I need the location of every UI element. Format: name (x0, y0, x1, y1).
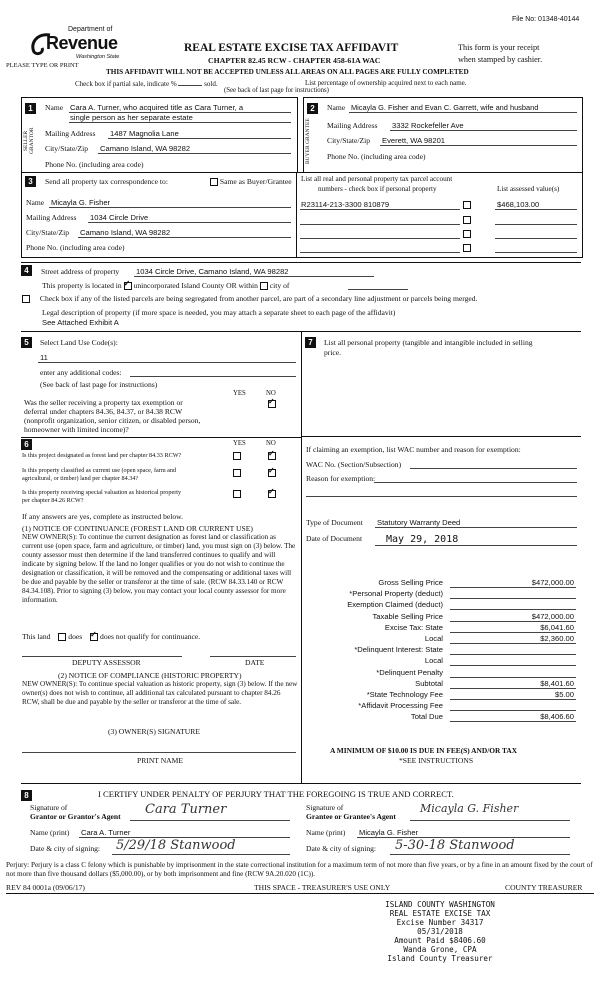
logo-dept: Department of (68, 26, 113, 33)
amount-label: *Personal Property (deduct) (349, 589, 443, 599)
form-title: REAL ESTATE EXCISE TAX AFFIDAVIT (184, 42, 399, 54)
historic-no-checkbox[interactable] (268, 490, 276, 498)
buyer-mailing: 3332 Rockefeller Ave (392, 121, 464, 130)
doc-type-label: Type of Document (306, 518, 363, 527)
stamp-line: Wanda Grone, CPA (403, 945, 477, 954)
partial-sale-sold: sold. (204, 80, 218, 88)
amount-line (450, 632, 576, 633)
notice2-title: (2) NOTICE OF COMPLIANCE (HISTORIC PROPERTY) (58, 671, 242, 680)
amount-line (450, 643, 576, 644)
legal-description-label: Legal description of property (if more space is needed, you may attach a separate sheet to each page of the affidavit) (42, 308, 396, 317)
personal-property-checkbox-3[interactable] (463, 230, 471, 238)
section-6-number: 6 (21, 439, 32, 450)
street-label: Street address of property (41, 267, 120, 276)
amount-line (450, 677, 576, 678)
buyer-city-label: City/State/Zip (327, 136, 371, 145)
section-1-number: 1 (25, 103, 36, 114)
s5-no-header: NO (266, 390, 276, 397)
deputy-assessor-label: DEPUTY ASSESSOR (72, 658, 141, 667)
parcel-header-2: numbers - check box if personal property (318, 185, 437, 193)
street-address: 1034 Circle Drive, Camano Island, WA 98282 (136, 267, 289, 276)
amount-value: $6,041.60 (540, 622, 574, 632)
exemption-no-checkbox[interactable] (268, 400, 276, 408)
additional-codes-label: enter any additional codes: (40, 368, 122, 377)
amount-value: $2,360.00 (540, 634, 574, 643)
logo-name: Revenue (46, 33, 118, 53)
amount-line (450, 710, 576, 711)
buyer-city: Everett, WA 98201 (382, 136, 446, 145)
located-row (42, 281, 289, 290)
amount-line (450, 654, 576, 655)
land-use-see-back: (See back of last page for instructions) (40, 380, 158, 389)
amount-label: Taxable Selling Price (372, 611, 443, 621)
stamp-line: REAL ESTATE EXCISE TAX (389, 909, 491, 918)
partial-sale-note: List percentage of ownership acquired next to each name. (305, 79, 467, 87)
tax-phone-label: Phone No. (including area code) (26, 243, 125, 252)
amount-line (450, 665, 576, 666)
exemption-q-4: homeowner with limited income)? (24, 425, 129, 434)
amount-value: $472,000.00 (531, 578, 574, 587)
personal-property-checkbox-2[interactable] (463, 216, 471, 224)
form-chapter: CHAPTER 82.45 RCW - CHAPTER 458-61A WAC (208, 56, 381, 65)
grantee-name-label: Name (print) (306, 828, 346, 837)
parcel-number: R23114-213-3300 810879 (301, 200, 390, 209)
personal-property-label-1: List all personal property (tangible and intangible included in selling (324, 338, 533, 347)
seller-mailing: 1487 Magnolia Lane (110, 129, 179, 138)
please-type: PLEASE TYPE OR PRINT (6, 62, 79, 69)
land-use-label: Select Land Use Code(s): (40, 338, 118, 347)
grantor-date: 5/29/18 Stanwood (116, 838, 236, 853)
parcel-header-1: List all real and personal property tax parcel account (301, 175, 453, 183)
amount-label: Excise Tax: State (384, 622, 443, 632)
segregated-row (22, 294, 478, 303)
section-7-number: 7 (305, 337, 316, 348)
seller-mailing-label: Mailing Address (45, 129, 96, 138)
grantor-sig-of: Signature of (30, 803, 68, 812)
section-8-number: 8 (21, 790, 32, 801)
grantor-signature: Cara Turner (145, 802, 227, 817)
s6-no-header: NO (266, 440, 276, 447)
located-label: This property is located in (42, 281, 122, 290)
amount-value: $472,000.00 (531, 611, 574, 621)
see-instructions-note: *SEE INSTRUCTIONS (399, 756, 474, 765)
seller-name-label: Name (45, 103, 64, 112)
exemption-q-1: Was the seller receiving a property tax exemption or (24, 398, 183, 407)
tax-mailing: 1034 Circle Drive (90, 213, 149, 222)
seller-phone-label: Phone No. (including area code) (45, 160, 144, 169)
section-2-number: 2 (307, 103, 318, 114)
does-qualify-checkbox[interactable] (58, 633, 66, 641)
amount-label: Exemption Claimed (deduct) (347, 600, 443, 610)
unincorporated-checkbox[interactable] (124, 282, 132, 290)
same-as-buyer-checkbox[interactable] (210, 178, 218, 186)
tax-mailing-label: Mailing Address (26, 213, 77, 222)
grantee-date: 5-30-18 Stanwood (395, 838, 515, 853)
same-as-buyer-row (210, 177, 292, 186)
personal-property-label-2: price. (324, 348, 342, 357)
s5-yes-header: YES (233, 390, 246, 397)
amount-label: Gross Selling Price (378, 578, 443, 587)
personal-property-checkbox-4[interactable] (463, 244, 471, 252)
amount-line (450, 699, 576, 700)
notice1-title: (1) NOTICE OF CONTINUANCE (FOREST LAND OR CURRENT USE) (22, 524, 253, 533)
amount-label: *Delinquent Interest: State (354, 645, 443, 655)
grantor-name-label: Name (print) (30, 828, 70, 837)
rev-number: REV 84 0001a (09/06/17) (6, 883, 85, 892)
does-not-label: does not qualify for continuance. (100, 632, 201, 641)
grantee-sig-of: Signature of (306, 803, 344, 812)
section-4-number: 4 (21, 265, 32, 276)
owner-signature-label: (3) OWNER(S) SIGNATURE (108, 727, 200, 736)
buyer-phone-label: Phone No. (including area code) (327, 152, 426, 161)
amount-line (450, 621, 576, 622)
amount-line (450, 688, 576, 689)
perjury-note: Perjury: Perjury is a class C felony which is punishable by imprisonment in the state correctional institution for a maximum term of not more than five years, or by a fine in an amount fixed by the court of not more than five thousand dollars ($5,000.00), or by both imprisonment and fine (RCW 9A.20.020 (1C)). (6, 861, 593, 878)
logo-state: Washington State (76, 54, 120, 60)
amount-line (450, 587, 576, 588)
amount-line (450, 609, 576, 610)
seller-city-label: City/State/Zip (45, 144, 89, 153)
amount-label: Local (424, 634, 443, 643)
forest-yes-checkbox[interactable] (233, 452, 241, 460)
grantee-signature: Micayla G. Fisher (420, 802, 519, 815)
notice1-body: NEW OWNER(S): To continue the current designation as forest land or classification as current use (open space, farm and agriculture, or timber) land, you must sign on (3) below. The county assessor must then determine if the land transferred continues to qualify and will indicate by signing below. If the land no longer qualifies or you do not wish to continue the designation or classification, it will be removed and the compensating or additional taxes will be due and payable by the seller or transferor at the time of sale. (RCW 84.33.140 or RCW 84.34.108). Prior to signing (3) below, you may contact your local county assessor for more information. (22, 533, 296, 604)
claim-exemption-label: If claiming an exemption, list WAC number and reason for exemption: (306, 445, 521, 454)
reason-label: Reason for exemption: (306, 474, 376, 483)
land-use-code: 11 (40, 353, 48, 362)
see-back-note: (See back of last page for instructions) (224, 87, 329, 94)
deputy-date-label: DATE (245, 658, 265, 667)
treasurer-stamp (340, 900, 540, 963)
current-use-q-2: agricultural, or timber) land per chapter 84.34? (22, 475, 139, 482)
if-yes-note: If any answers are yes, complete as instructed below. (22, 512, 184, 521)
segregated-checkbox[interactable] (22, 295, 30, 303)
city-of-label: city of (269, 281, 290, 290)
amount-label: *State Technology Fee (366, 690, 443, 699)
buyer-grantee-label: BUYER GRANTEE (305, 118, 311, 164)
assessed-value: $468,103.00 (497, 200, 540, 209)
current-use-q-1: Is this property classified as current use (open space, farm and (22, 467, 177, 474)
grantor-name: Cara A. Turner (81, 828, 131, 837)
stamp-line: Excise Number 34317 (396, 918, 484, 927)
segregated-label: Check box if any of the listed parcels are being segregated from another parcel, are part of a secondary line adjustment or parcels being merged. (39, 294, 478, 303)
city-checkbox[interactable] (260, 282, 268, 290)
amount-label: *Delinquent Penalty (376, 667, 443, 677)
county-treasurer-label: COUNTY TREASURER (505, 883, 583, 892)
does-not-qualify-checkbox[interactable] (90, 633, 98, 641)
print-name-label: PRINT NAME (137, 756, 184, 765)
certify-statement: I CERTIFY UNDER PENALTY OF PERJURY THAT THE FOREGOING IS TRUE AND CORRECT. (98, 789, 454, 799)
doc-type: Statutory Warranty Deed (377, 518, 461, 527)
partial-sale-label: Check box if partial sale, indicate % (75, 80, 177, 88)
stamp-line: Amount Paid $8406.60 (394, 936, 486, 945)
stamp-line: ISLAND COUNTY WASHINGTON (385, 900, 495, 909)
doc-date-label: Date of Document (306, 534, 363, 543)
amount-line (450, 598, 576, 599)
amount-value: $8,406.60 (540, 712, 574, 722)
tax-corr-label: Send all property tax correspondence to: (45, 177, 168, 186)
wac-label: WAC No. (Section/Subsection) (306, 460, 402, 469)
amount-label: Subtotal (415, 678, 443, 688)
tax-city: Camano Island, WA 98282 (80, 228, 171, 237)
grantee-name: Micayla G. Fisher (359, 828, 419, 837)
section-3-number: 3 (25, 176, 36, 187)
amount-value: $5.00 (554, 690, 574, 699)
partial-sale-row (75, 79, 218, 88)
grantee-agent-label: Grantee or Grantee's Agent (306, 812, 396, 821)
doc-date: May 29, 2018 (386, 534, 459, 545)
buyer-mailing-label: Mailing Address (327, 121, 378, 130)
tax-name-label: Name (26, 198, 45, 207)
legal-description: See Attached Exhibit A (42, 318, 119, 327)
amount-label: *Affidavit Processing Fee (358, 701, 443, 711)
tax-city-label: City/State/Zip (26, 228, 70, 237)
exemption-q-3: (nonprofit organization, senior citizen, or disabled person, (24, 416, 201, 425)
this-land-label: This land (22, 632, 51, 641)
receipt-note-1: This form is your receipt (458, 43, 540, 52)
file-number: File No: 01348-40144 (512, 16, 580, 23)
amount-label: Total Due (410, 712, 443, 722)
seller-grantor-label: SELLER GRANTOR (23, 127, 35, 155)
grantor-agent-label: Grantor or Grantor's Agent (30, 812, 121, 821)
forest-land-q: Is this project designated as forest land per chapter 84.33 RCW? (22, 452, 182, 459)
historic-yes-checkbox[interactable] (233, 490, 241, 498)
forest-no-checkbox[interactable] (268, 452, 276, 460)
grantee-date-label: Date & city of signing: (306, 844, 377, 853)
section-5-number: 5 (21, 337, 32, 348)
seller-name-line2: single person as her separate estate (70, 113, 193, 122)
amount-line (450, 721, 576, 722)
same-as-buyer-label: Same as Buyer/Grantee (219, 177, 292, 186)
treasurer-use-label: THIS SPACE - TREASURER'S USE ONLY (254, 883, 391, 892)
buyer-name: Micayla G. Fisher and Evan C. Garrett, wife and husband (351, 103, 539, 112)
personal-property-checkbox-1[interactable] (463, 201, 471, 209)
seller-city: Camano Island, WA 98282 (100, 144, 191, 153)
amount-value: $8,401.60 (540, 678, 574, 688)
historic-q-2: per chapter 84.26 RCW? (22, 497, 84, 504)
grantor-date-label: Date & city of signing: (30, 844, 101, 853)
notice2-body: NEW OWNER(S): To continue special valuation as historic property, sign (3) below. If the new owner(s) does not wish to continue, all additional tax calculated pursuant to chapter 84.26 RCW, shall be due and payable by the seller or transferor at the time of sale. (22, 680, 298, 706)
receipt-note-2: when stamped by cashier. (458, 55, 543, 64)
not-accepted-warning: THIS AFFIDAVIT WILL NOT BE ACCEPTED UNLESS ALL AREAS ON ALL PAGES ARE FULLY COMPLETED (106, 68, 469, 76)
current-use-no-checkbox[interactable] (268, 469, 276, 477)
s6-yes-header: YES (233, 440, 246, 447)
current-use-yes-checkbox[interactable] (233, 469, 241, 477)
historic-q-1: Is this property receiving special valuation as historical property (22, 489, 182, 496)
dor-logo (24, 26, 134, 66)
does-label: does (68, 632, 83, 641)
tax-name: Micayla G. Fisher (51, 198, 111, 207)
exemption-q-2: deferral under chapters 84.36, 84.37, or 84.38 RCW (24, 407, 183, 416)
continuance-row (22, 632, 200, 641)
stamp-line: 05/31/2018 (417, 927, 463, 936)
minimum-note: A MINIMUM OF $10.00 IS DUE IN FEE(S) AND/OR TAX (330, 746, 518, 755)
amount-label: Local (424, 656, 443, 666)
stamp-line: Island County Treasurer (387, 954, 493, 963)
assessed-header: List assessed value(s) (497, 185, 560, 193)
seller-name-line1: Cara A. Turner, who acquired title as Cara Turner, a (70, 103, 244, 112)
buyer-name-label: Name (327, 103, 346, 112)
unincorporated-label: unincorporated Island County OR within (133, 281, 258, 290)
